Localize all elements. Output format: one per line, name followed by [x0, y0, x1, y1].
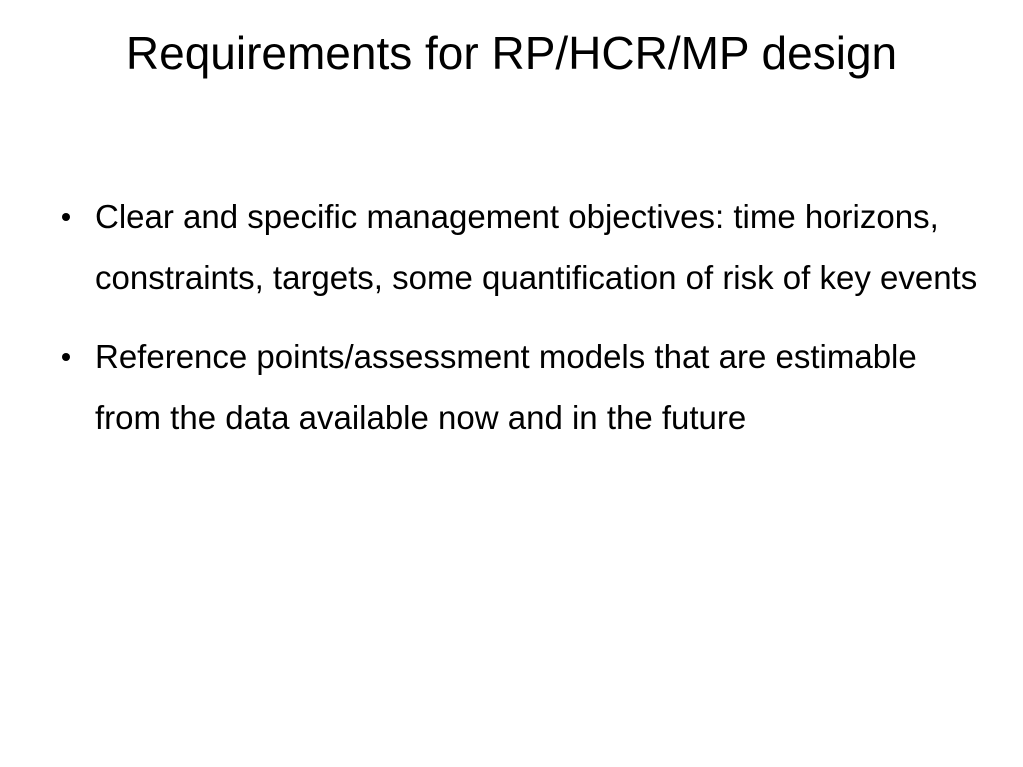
bullet-dot-icon	[62, 353, 70, 361]
slide-title: Requirements for RP/HCR/MP design	[125, 27, 898, 79]
bullet-dot-icon	[62, 213, 70, 221]
bullet-item-reference-points	[58, 326, 978, 448]
bullet-text: Reference points/assessment models that are estimable from the data available now and in the future	[95, 338, 917, 436]
bullet-text: Clear and specific management objectives: time horizons, constraints, targets, some quantification of risk of key events	[95, 198, 978, 296]
bullet-list	[58, 186, 978, 466]
bullet-item-objectives	[58, 186, 978, 308]
